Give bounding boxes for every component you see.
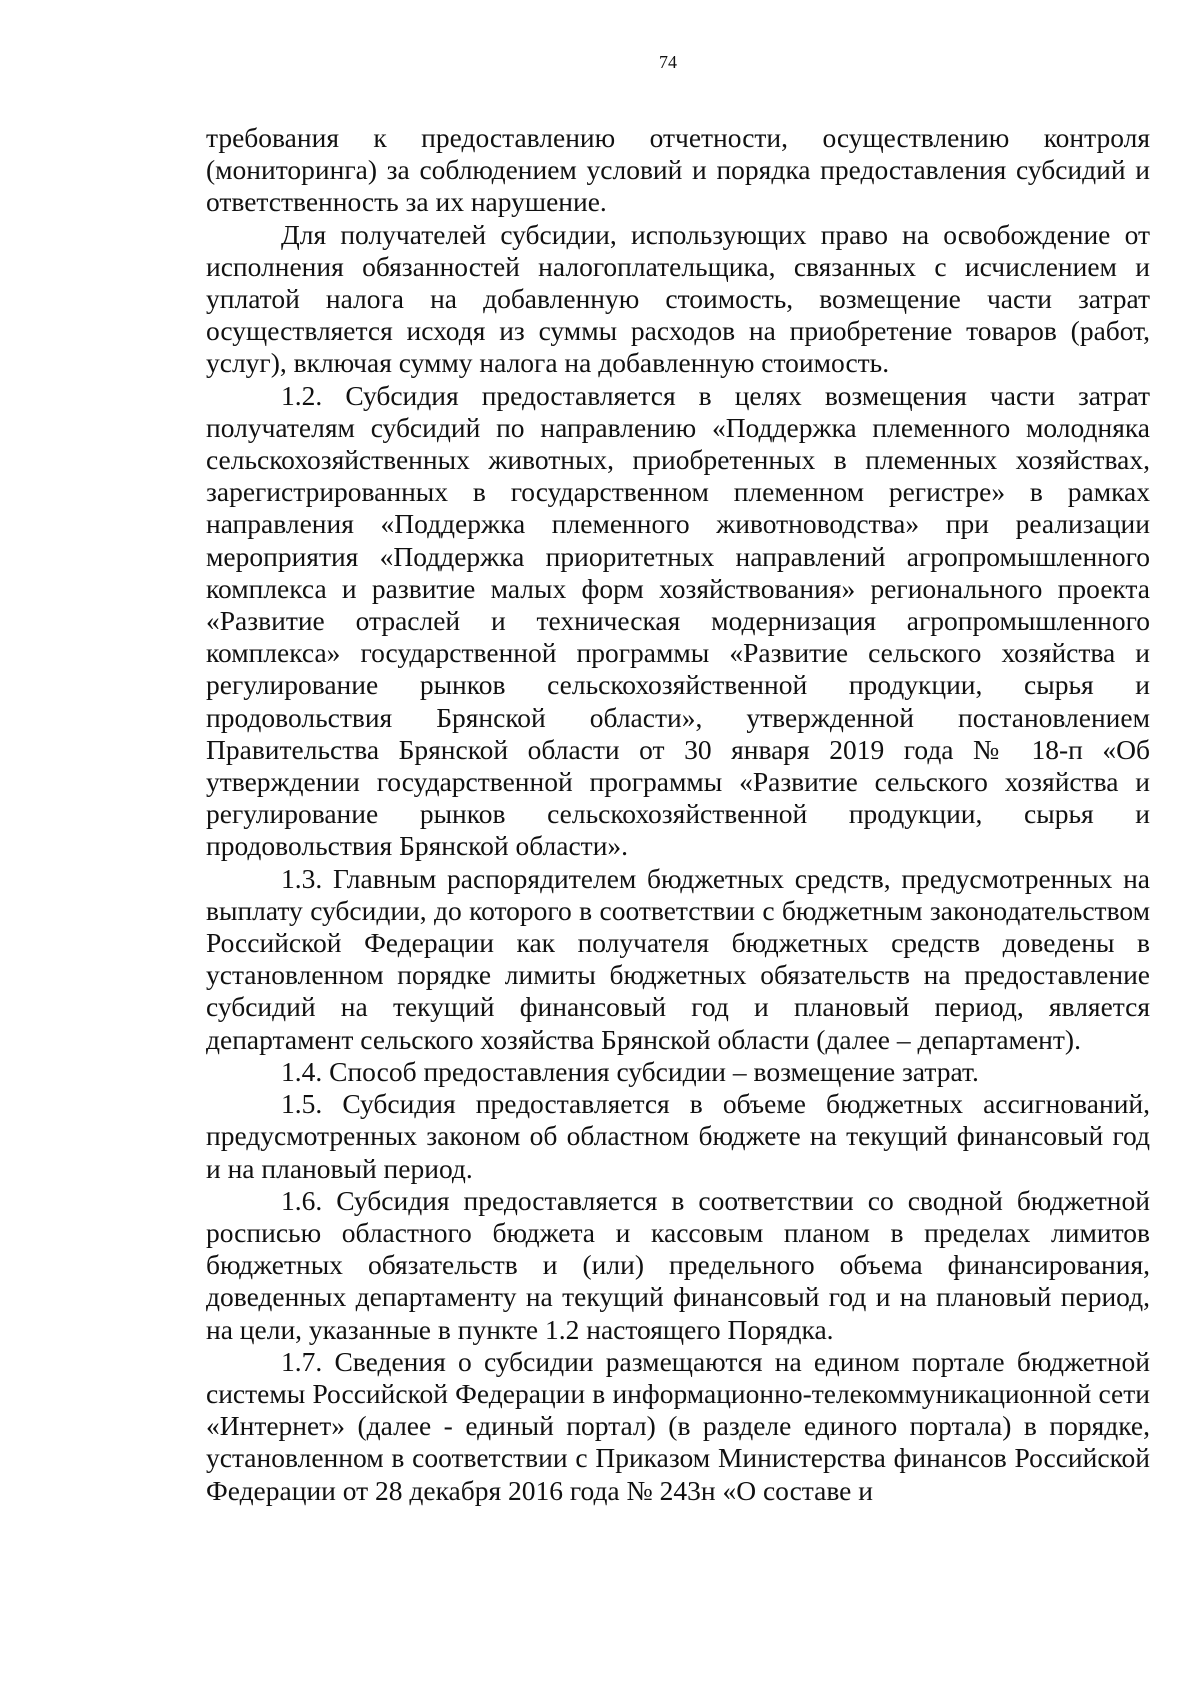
paragraph-1-2: 1.2. Субсидия предоставляется в целях возмещения части затрат получателям субсидий по направлению «Поддержка племенного молодняка сельскохозяйственных животных, приобретенных в племенных хозяйствах, зарегистрированных в государственном племенном регистре» в рамках направления «Поддержка племенного животноводства» при реализации мероприятия «Поддержка приоритетных направлений агропромышленного комплекса и развитие малых форм хозяйствования» регионального проекта «Развитие отраслей и техническая модернизация агропромышленного комплекса» государственной программы «Развитие сельского хозяйства и регулирование рынков сельскохозяйственной продукции, сырья и продовольствия Брянской области», утвержденной постановлением Правительства Брянской области от 30 января 2019 года № 18-п «Об утверждении государственной программы «Развитие сельского хозяйства и регулирование рынков сельскохозяйственной продукции, сырья и продовольствия Брянской области». [206, 379, 1150, 862]
paragraph-1-5: 1.5. Субсидия предоставляется в объеме бюджетных ассигнований, предусмотренных законом об областном бюджете на текущий финансовый год и на плановый период. [206, 1088, 1150, 1184]
paragraph-vat-exemption: Для получателей субсидии, использующих право на освобождение от исполнения обязанностей налогоплательщика, связанных с исчислением и уплатой налога на добавленную стоимость, возмещение части затрат осуществляется исходя из суммы расходов на приобретение товаров (работ, услуг), включая сумму налога на добавленную стоимость. [206, 218, 1150, 379]
page-number: 74 [659, 52, 677, 72]
paragraph-1-4: 1.4. Способ предоставления субсидии – возмещение затрат. [281, 1055, 979, 1087]
paragraph-1-6: 1.6. Субсидия предоставляется в соответствии со сводной бюджетной росписью областного бюджета и кассовым планом в пределах лимитов бюджетных обязательств и (или) предельного объема финансирования, доведенных департаменту на текущий финансовый год и на плановый период, на цели, указанные в пункте 1.2 настоящего Порядка. [206, 1184, 1150, 1345]
paragraph-1-3: 1.3. Главным распорядителем бюджетных средств, предусмотренных на выплату субсидии, до которого в соответствии с бюджетным законодательством Российской Федерации как получателя бюджетных средств доведены в установленном порядке лимиты бюджетных обязательств на предоставление субсидий на текущий финансовый год и плановый период, является департамент сельского хозяйства Брянской области (далее – департамент). [206, 862, 1150, 1055]
paragraph-1-7: 1.7. Сведения о субсидии размещаются на едином портале бюджетной системы Российской Федерации в информационно-телекоммуникационной сети «Интернет» (далее - единый портал) (в разделе единого портала) в порядке, установленном в соответствии с Приказом Министерства финансов Российской Федерации от 28 декабря 2016 года № 243н «О составе и [206, 1345, 1150, 1506]
document-body [206, 122, 1150, 1507]
paragraph-continuation: требования к предоставлению отчетности, осуществлению контроля (мониторинга) за соблюдением условий и порядка предоставления субсидий и ответственность за их нарушение. [206, 122, 1150, 218]
